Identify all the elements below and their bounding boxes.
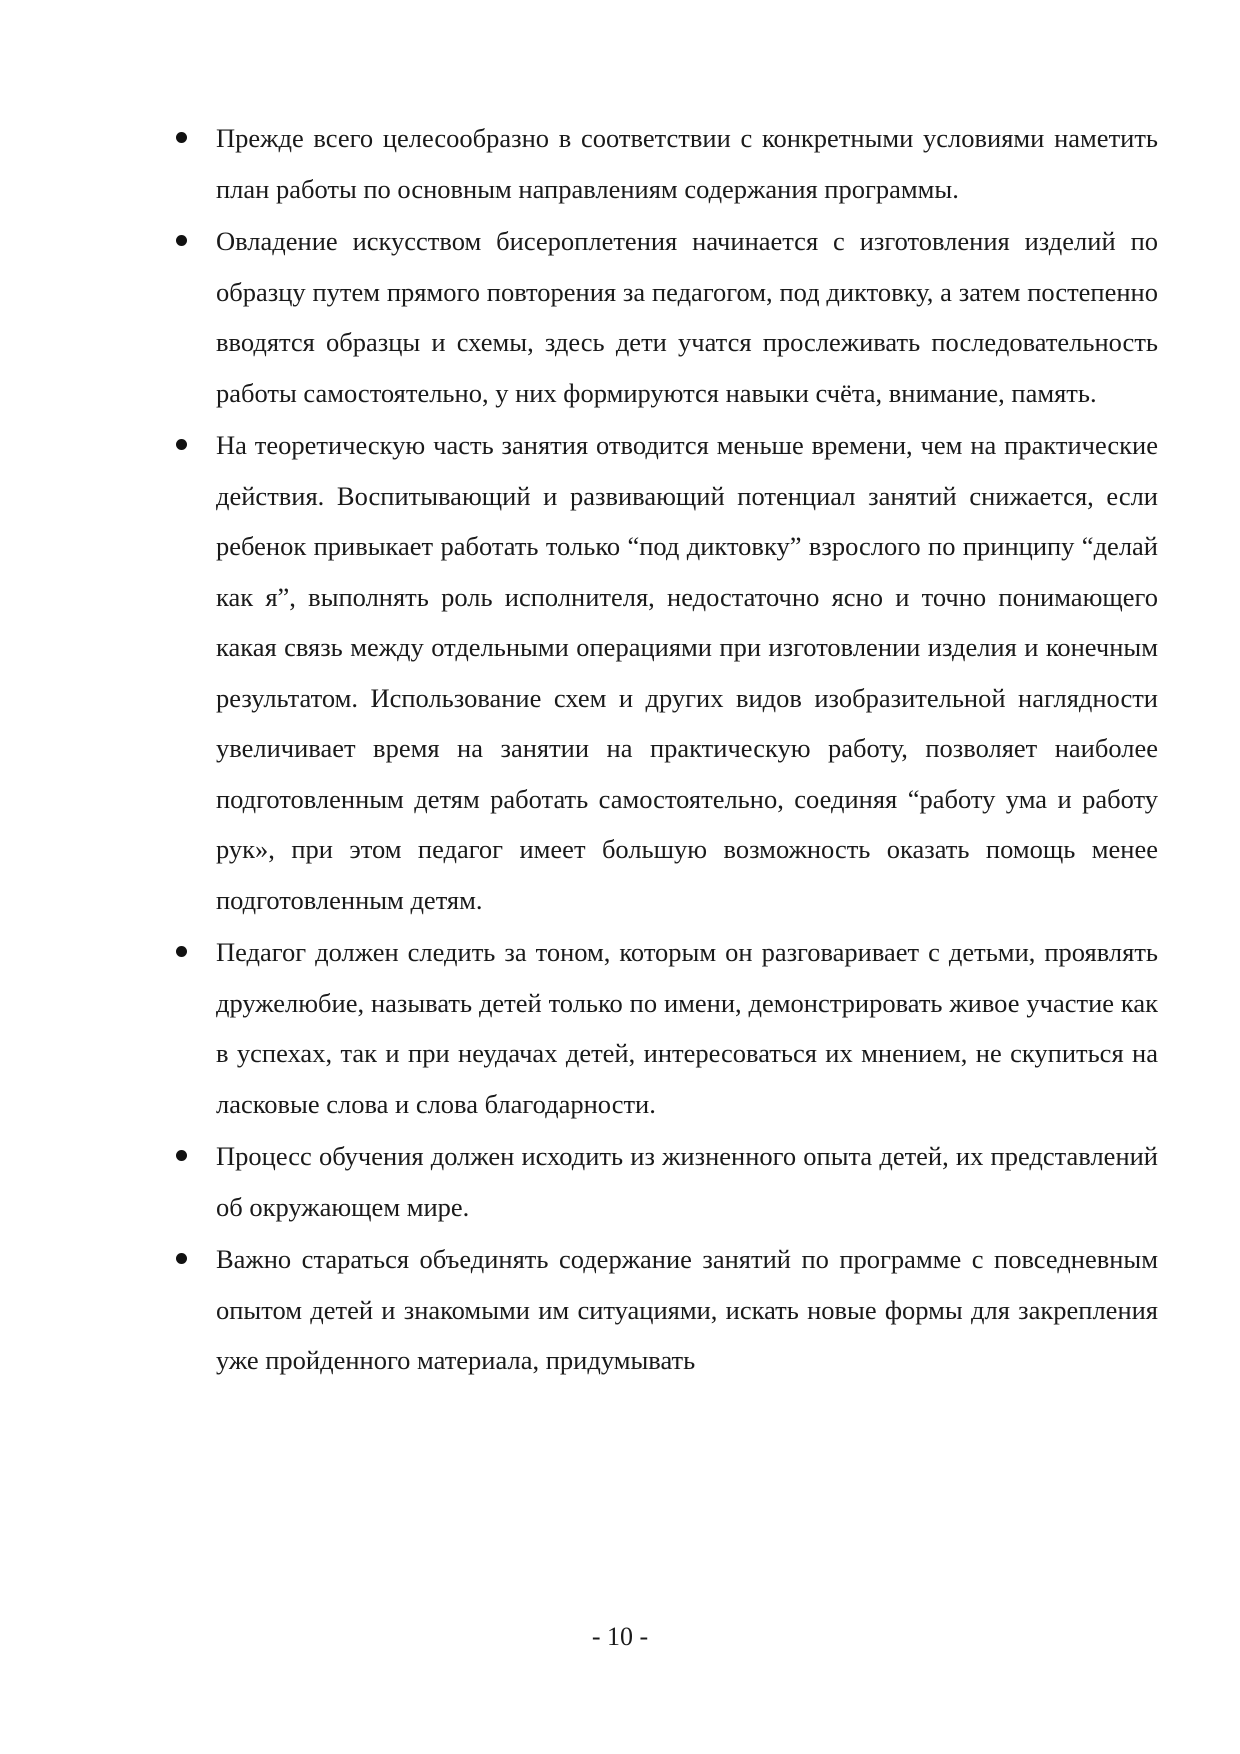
bullet-item-4 (176, 927, 1158, 1129)
bullet-text-5: Процесс обучения должен исходить из жизненного опыта детей, их представлений об окружающем мире. (216, 1141, 1158, 1222)
bullet-dot-icon (176, 946, 187, 957)
bullet-text-2: Овладение искусством бисероплетения начинается с изготовления изделий по образцу путем прямого повторения за педагогом, под диктовку, а затем постепенно вводятся образцы и схемы, здесь дети учатся прослеживать последовательность работы самостоятельно, у них формируются навыки счёта, внимание, память. (216, 226, 1158, 408)
bullet-text-1: Прежде всего целесообразно в соответствии с конкретными условиями наметить план работы по основным направлениям содержания программы. (216, 123, 1158, 204)
bullet-item-6 (176, 1234, 1158, 1386)
bullet-text-6: Важно стараться объединять содержание занятий по программе с повседневным опытом детей и знакомыми им ситуациями, искать новые формы для закрепления уже пройденного материала, придумывать (216, 1244, 1158, 1375)
bullet-item-5 (176, 1131, 1158, 1232)
bullet-dot-icon (176, 132, 187, 143)
bullet-dot-icon (176, 1150, 187, 1161)
bullet-dot-icon (176, 235, 187, 246)
bullet-item-2 (176, 216, 1158, 418)
bullet-dot-icon (176, 1253, 187, 1264)
bullet-text-3: На теоретическую часть занятия отводится меньше времени, чем на практические действия. Воспитывающий и развивающий потенциал занятий снижается, если ребенок привыкает работать только “под диктовку” взрослого по принципу “делай как я”, выполнять роль исполнителя, недостаточно ясно и точно понимающего какая связь между отдельными операциями при изготовлении изделия и конечным результатом. Использование схем и других видов изобразительной наглядности увеличивает время на занятии на практическую работу, позволяет наиболее подготовленным детям работать самостоятельно, соединяя “работу ума и работу рук», при этом педагог имеет большую возможность оказать помощь менее подготовленным детям. (216, 430, 1158, 915)
page-number: - 10 - (591, 1622, 649, 1651)
bullet-item-3 (176, 420, 1158, 925)
bullet-list (176, 113, 1158, 1388)
bullet-dot-icon (176, 439, 187, 450)
bullet-text-4: Педагог должен следить за тоном, которым он разговаривает с детьми, проявлять дружелюбие, называть детей только по имени, демонстрировать живое участие как в успехах, так и при неудачах детей, интересоваться их мнением, не скупиться на ласковые слова и слова благодарности. (216, 937, 1158, 1119)
bullet-item-1 (176, 113, 1158, 214)
